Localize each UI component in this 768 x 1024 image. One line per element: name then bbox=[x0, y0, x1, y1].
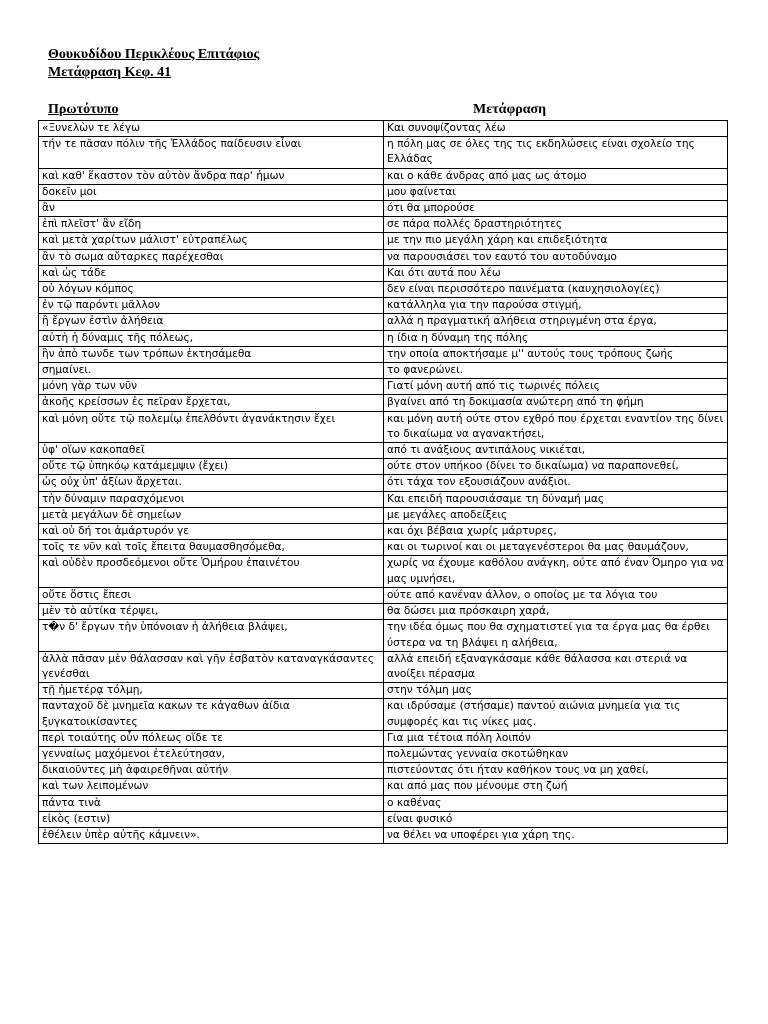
table-row bbox=[39, 233, 728, 249]
column-heading-translation: Μετάφραση bbox=[473, 102, 547, 117]
original-text-cell: καὶ μετὰ χαρίτων μάλιστ' εὐτραπέλως bbox=[39, 233, 384, 249]
translation-text-cell: ούτε από κανέναν άλλον, ο οποίος με τα λόγια του bbox=[384, 587, 728, 603]
table-row bbox=[39, 604, 728, 620]
translation-text-cell: χωρίς να έχουμε καθόλου ανάγκη, ούτε από έναν Όμηρο για να μας υμνήσει, bbox=[384, 556, 728, 587]
table-row bbox=[39, 282, 728, 298]
translation-text-cell: και όχι βέβαια χωρίς μάρτυρες, bbox=[384, 524, 728, 540]
table-row bbox=[39, 811, 728, 827]
table-row bbox=[39, 184, 728, 200]
original-text-cell: τ�ν δ' ἔργων τὴν ὑπόνοιαν ἡ ἀλήθεια βλάψει, bbox=[39, 620, 384, 651]
original-text-cell: δοκεῖν μοι bbox=[39, 184, 384, 200]
original-text-cell: εἰκὸς (εστιν) bbox=[39, 811, 384, 827]
translation-text-cell: Και συνοψίζοντας λέω bbox=[384, 121, 728, 137]
table-row bbox=[39, 620, 728, 651]
table-row bbox=[39, 168, 728, 184]
translation-text-cell: μου φαίνεται bbox=[384, 184, 728, 200]
original-text-cell: ἂν bbox=[39, 201, 384, 217]
translation-text-cell: δεν είναι περισσότερο παινέματα (καυχησιολογίες) bbox=[384, 282, 728, 298]
translation-text-cell: είναι φυσικό bbox=[384, 811, 728, 827]
translation-text-cell: αλλά επειδή εξαναγκάσαμε κάθε θάλασσα και στεριά να ανοίξει πέρασμα bbox=[384, 651, 728, 682]
translation-table-body bbox=[39, 121, 728, 844]
table-row bbox=[39, 556, 728, 587]
table-row bbox=[39, 395, 728, 411]
translation-text-cell: με την πιο μεγάλη χάρη και επιδεξιότητα bbox=[384, 233, 728, 249]
translation-text-cell: κατάλληλα για την παρούσα στιγμή, bbox=[384, 298, 728, 314]
translation-text-cell: ο καθένας bbox=[384, 795, 728, 811]
column-heading-original: Πρωτότυπο bbox=[48, 102, 119, 117]
original-text-cell: καὶ καθ' ἕκαστον τὸν αὐτὸν ἄνδρα παρ' ἡμων bbox=[39, 168, 384, 184]
translation-text-cell: και ο κάθε άνδρας από μας ως άτομο bbox=[384, 168, 728, 184]
original-text-cell: μετὰ μεγάλων δὲ σημείων bbox=[39, 507, 384, 523]
original-text-cell: ἀκοῆς κρείσσων ἐς πεῖραν ἔρχεται, bbox=[39, 395, 384, 411]
translation-text-cell: ότι τάχα τον εξουσιάζουν ανάξιοι. bbox=[384, 475, 728, 491]
table-row bbox=[39, 314, 728, 330]
table-row bbox=[39, 121, 728, 137]
translation-text-cell: να θέλει να υποφέρει για χάρη της. bbox=[384, 827, 728, 843]
translation-table bbox=[38, 120, 728, 844]
original-text-cell: οὐ λόγων κόμπος bbox=[39, 282, 384, 298]
translation-text-cell: βγαίνει από τη δοκιμασία ανώτερη από τη φήμη bbox=[384, 395, 728, 411]
original-text-cell: καὶ ὡς τάδε bbox=[39, 265, 384, 281]
original-text-cell: τήν τε πᾶσαν πόλιν τῆς Ἑλλάδος παίδευσιν εἶναι bbox=[39, 137, 384, 168]
table-row bbox=[39, 411, 728, 442]
table-row bbox=[39, 507, 728, 523]
original-text-cell: καὶ οὐδὲν προσδεόμενοι οὔτε Ὁμήρου ἐπαινέτου bbox=[39, 556, 384, 587]
original-text-cell: πάντα τινὰ bbox=[39, 795, 384, 811]
translation-text-cell: Και ότι αυτά που λέω bbox=[384, 265, 728, 281]
title-line-2: Μετάφραση Κεφ. 41 bbox=[48, 65, 172, 80]
original-text-cell: περὶ τοιαύτης οὖν πόλεως οἵδε τε bbox=[39, 730, 384, 746]
table-row bbox=[39, 795, 728, 811]
table-row bbox=[39, 699, 728, 730]
original-text-cell: ἐθέλειν ὑπὲρ αὐτῆς κάμνειν». bbox=[39, 827, 384, 843]
original-text-cell: αὐτὴ ἡ δύναμις τῆς πόλεως, bbox=[39, 330, 384, 346]
original-text-cell: καὶ οὐ δή τοι ἀμάρτυρόν γε bbox=[39, 524, 384, 540]
translation-text-cell: ότι θα μπορούσε bbox=[384, 201, 728, 217]
table-row bbox=[39, 730, 728, 746]
original-text-cell: ἀλλὰ πᾶσαν μὲν θάλασσαν καὶ γῆν ἐσβατὸν καταναγκάσαντες γενέσθαι bbox=[39, 651, 384, 682]
translation-text-cell: Και επειδή παρουσιάσαμε τη δύναμή μας bbox=[384, 491, 728, 507]
translation-text-cell: και οι τωρινοί και οι μεταγενέστεροι θα μας θαυμάζουν, bbox=[384, 540, 728, 556]
document-subtitle bbox=[48, 65, 171, 81]
original-text-cell: τὴν δύναμιν παρασχόμενοι bbox=[39, 491, 384, 507]
translation-text-cell: και ιδρύσαμε (στήσαμε) παντού αιώνια μνημεία για τις συμφορές και τις νίκες μας. bbox=[384, 699, 728, 730]
original-text-cell: οὔτε ὅστις ἔπεσι bbox=[39, 587, 384, 603]
table-row bbox=[39, 379, 728, 395]
table-row bbox=[39, 363, 728, 379]
translation-text-cell: θα δώσει μια πρόσκαιρη χαρά, bbox=[384, 604, 728, 620]
table-row bbox=[39, 683, 728, 699]
document-title bbox=[48, 47, 259, 63]
translation-text-cell: από τι ανάξιους αντιπάλους νικιέται, bbox=[384, 443, 728, 459]
translation-text-cell: πολεμώντας γενναία σκοτώθηκαν bbox=[384, 746, 728, 762]
translation-text-cell: να παρουσιάσει τον εαυτό του αυτοδύναμο bbox=[384, 249, 728, 265]
table-row bbox=[39, 137, 728, 168]
original-text-cell: καὶ μόνη οὔτε τῷ πολεμίῳ ἐπελθόντι ἀγανάκτησιν ἔχει bbox=[39, 411, 384, 442]
original-text-cell: ἢ ἔργων ἐστὶν ἀλήθεια bbox=[39, 314, 384, 330]
table-row bbox=[39, 779, 728, 795]
table-row bbox=[39, 201, 728, 217]
translation-text-cell: πιστεύοντας ότι ήταν καθήκον τους να μη χαθεί, bbox=[384, 763, 728, 779]
table-row bbox=[39, 217, 728, 233]
original-text-cell: καὶ των λειπομένων bbox=[39, 779, 384, 795]
table-row bbox=[39, 249, 728, 265]
translation-text-cell: και μόνη αυτή ούτε στον εχθρό που έρχεται εναντίον της δίνει το δικαίωμα να αγανακτήσει, bbox=[384, 411, 728, 442]
table-row bbox=[39, 524, 728, 540]
translation-text-cell: η ίδια η δύναμη της πόλης bbox=[384, 330, 728, 346]
table-row bbox=[39, 763, 728, 779]
translation-text-cell: αλλά η πραγματική αλήθεια στηριγμένη στα έργα, bbox=[384, 314, 728, 330]
original-text-cell: ὑφ' οἵων κακοπαθεῖ bbox=[39, 443, 384, 459]
translation-text-cell: σε πάρα πολλές δραστηριότητες bbox=[384, 217, 728, 233]
original-text-cell: ἐν τῷ παρόντι μᾶλλον bbox=[39, 298, 384, 314]
translation-text-cell: και από μας που μένουμε στη ζωή bbox=[384, 779, 728, 795]
original-text-cell: δικαιοῦντες μὴ ἀφαιρεθῆναι αὐτήν bbox=[39, 763, 384, 779]
translation-text-cell: την ιδέα όμως που θα σχηματιστεί για τα έργα μας θα έρθει ύστερα να τη βλάψει η αλήθεια, bbox=[384, 620, 728, 651]
table-row bbox=[39, 346, 728, 362]
original-text-cell: ἂν τὸ σωμα αὔταρκες παρέχεσθαι bbox=[39, 249, 384, 265]
original-text-cell: σημαίνει. bbox=[39, 363, 384, 379]
translation-text-cell: με μεγάλες αποδείξεις bbox=[384, 507, 728, 523]
translation-text-cell: την οποία αποκτήσαμε μ'' αυτούς τους τρόπους ζωής bbox=[384, 346, 728, 362]
original-text-cell: «Ξυνελὼν τε λέγω bbox=[39, 121, 384, 137]
translation-text-cell: Γιατί μόνη αυτή από τις τωρινές πόλεις bbox=[384, 379, 728, 395]
table-row bbox=[39, 587, 728, 603]
original-text-cell: τῇ ἡμετέρᾳ τόλμῃ, bbox=[39, 683, 384, 699]
translation-text-cell: η πόλη μας σε όλες της τις εκδηλώσεις είναι σχολείο της Ελλάδας bbox=[384, 137, 728, 168]
original-text-cell: πανταχοῦ δὲ μνημεῖα κακων τε κἀγαθων ἀίδια ξυγκατοικίσαντες bbox=[39, 699, 384, 730]
table-row bbox=[39, 330, 728, 346]
table-row bbox=[39, 540, 728, 556]
original-text-cell: μόνη γὰρ των νῦν bbox=[39, 379, 384, 395]
title-line-1: Θουκυδίδου Περικλέους Επιτάφιος bbox=[48, 47, 260, 62]
original-text-cell: ὡς οὐχ ὑπ' ἀξίων ἄρχεται. bbox=[39, 475, 384, 491]
table-row bbox=[39, 265, 728, 281]
original-text-cell: γενναίως μαχόμενοι ἐτελεύτησαν, bbox=[39, 746, 384, 762]
translation-text-cell: Για μια τέτοια πόλη λοιπόν bbox=[384, 730, 728, 746]
table-row bbox=[39, 475, 728, 491]
original-text-cell: μὲν τὸ αὐτίκα τέρψει, bbox=[39, 604, 384, 620]
translation-text-cell: το φανερώνει. bbox=[384, 363, 728, 379]
original-text-cell: ἣν ἀπὸ τωνδε των τρόπων ἐκτησάμεθα bbox=[39, 346, 384, 362]
table-row bbox=[39, 459, 728, 475]
table-row bbox=[39, 443, 728, 459]
table-row bbox=[39, 651, 728, 682]
table-row bbox=[39, 827, 728, 843]
original-text-cell: οὔτε τῷ ὑπηκόῳ κατάμεμψιν (ἔχει) bbox=[39, 459, 384, 475]
original-text-cell: ἐπὶ πλεῖστ' ἂν εἴδη bbox=[39, 217, 384, 233]
table-row bbox=[39, 746, 728, 762]
table-row bbox=[39, 298, 728, 314]
original-text-cell: τοῖς τε νῦν καὶ τοῖς ἔπειτα θαυμασθησόμεθα, bbox=[39, 540, 384, 556]
table-row bbox=[39, 491, 728, 507]
translation-text-cell: ούτε στον υπήκοο (δίνει το δικαίωμα) να παραπονεθεί, bbox=[384, 459, 728, 475]
translation-text-cell: στην τόλμη μας bbox=[384, 683, 728, 699]
